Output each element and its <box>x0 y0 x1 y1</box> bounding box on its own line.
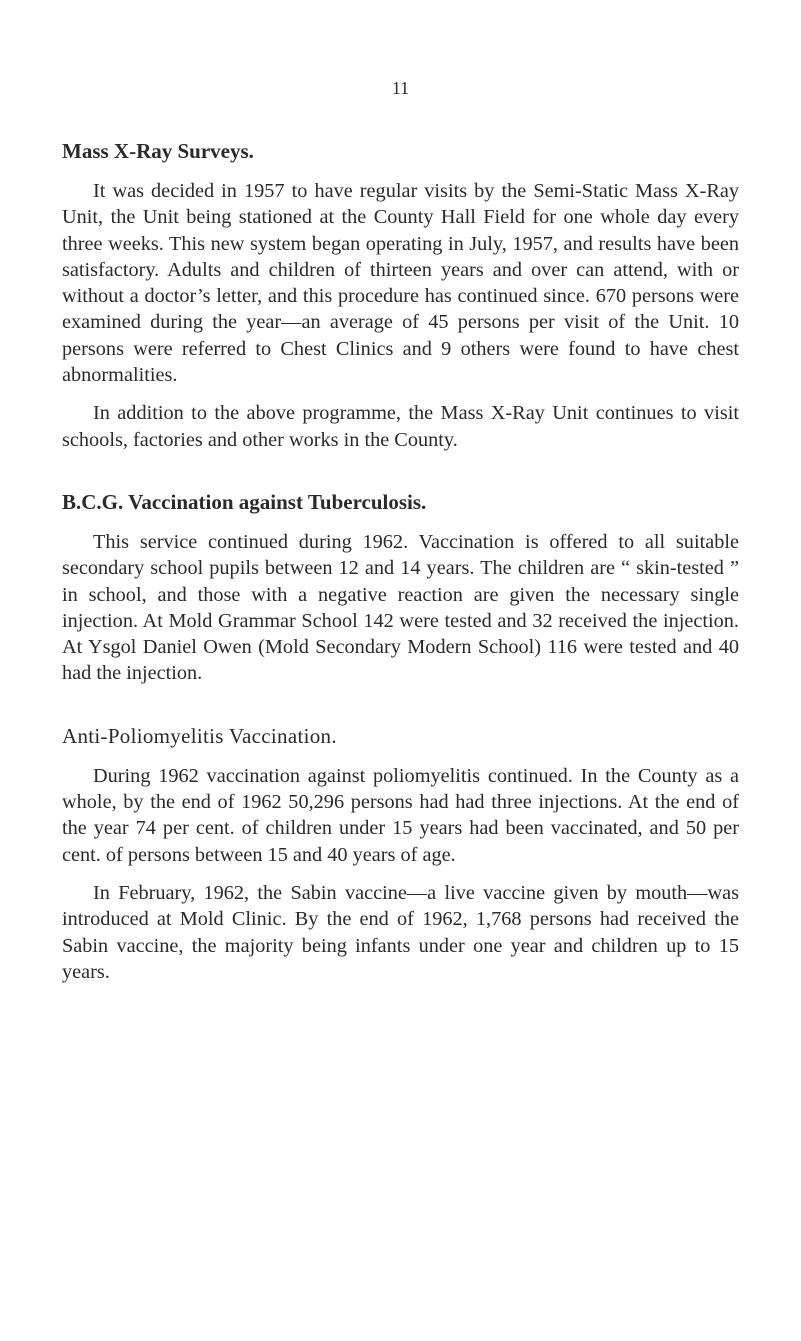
paragraph: It was decided in 1957 to have regular visits by the Semi-Static Mass X-Ray Unit, the Unit being stationed at the County Hall Field for one whole day every three weeks. This new system began operating in July, 1957, and results have been satisfactory. Adults and children of thirteen years and over can attend, with or without a doctor’s letter, and this procedure has continued since. 670 persons were examined during the year—an average of 45 persons per visit of the Unit. 10 persons were referred to Chest Clinics and 9 others were found to have chest abnormalities. <box>62 180 739 387</box>
page-number: 11 <box>391 78 410 98</box>
document-body <box>62 138 739 997</box>
paragraph: In addition to the above programme, the Mass X-Ray Unit continues to visit schools, factories and other works in the County. <box>62 402 739 451</box>
section-heading: B.C.G. Vaccination against Tuberculosis. <box>62 489 427 514</box>
section-mass-x-ray <box>62 138 739 453</box>
section-anti-poliomyelitis <box>62 723 739 985</box>
paragraph: In February, 1962, the Sabin vaccine—a live vaccine given by mouth—was introduced at Mold Clinic. By the end of 1962, 1,768 persons had received the Sabin vaccine, the majority being infants under one year and children up to 15 years. <box>62 881 739 983</box>
section-bcg-vaccination <box>62 489 739 687</box>
section-heading: Anti-Poliomyelitis Vaccination. <box>62 723 337 748</box>
paragraph: During 1962 vaccination against poliomyelitis continued. In the County as a whole, by the end of 1962 50,296 persons had had three injections. At the end of the year 74 per cent. of children under 15 years had been vaccinated, and 50 per cent. of persons between 15 and 40 years of age. <box>62 764 739 866</box>
section-heading: Mass X-Ray Surveys. <box>62 139 254 163</box>
paragraph: This service continued during 1962. Vaccination is offered to all suitable secondary school pupils between 12 and 14 years. The children are “ skin-tested ” in school, and those with a negative reaction are given the necessary single injection. At Mold Grammar School 142 were tested and 32 received the injection. At Ysgol Daniel Owen (Mold Secondary Modern School) 116 were tested and 40 had the injection. <box>62 530 739 685</box>
